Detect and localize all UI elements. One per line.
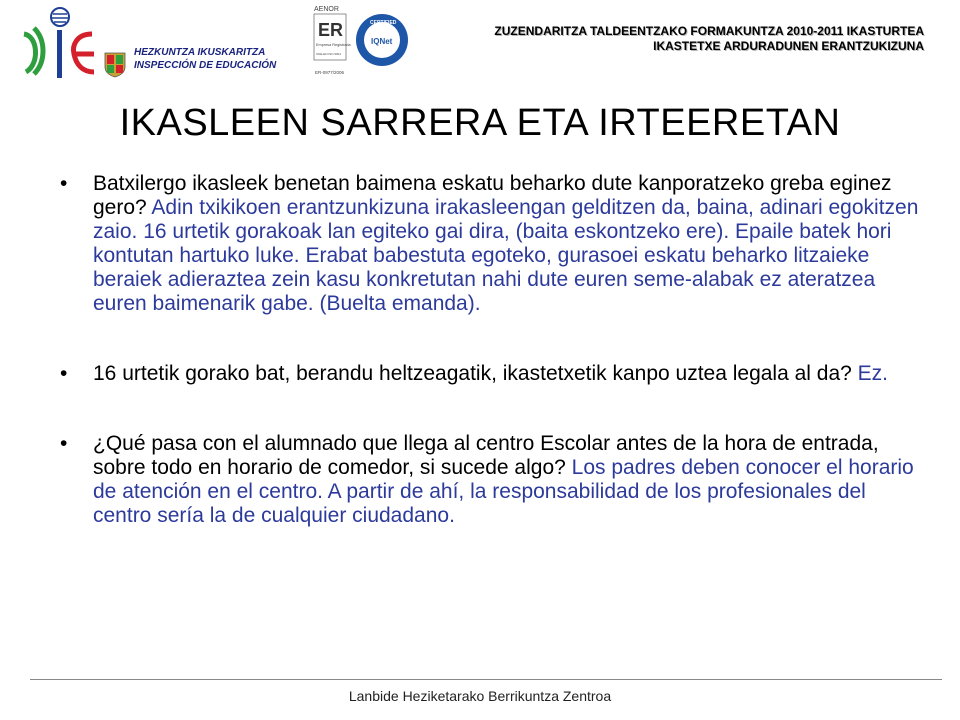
question-text: Batxilergo ikasleek benetan baimena eskatu beharko dute kanporatzeko greba eginez gero?: [93, 172, 892, 219]
question-text: ¿Qué pasa con el alumnado que llega al centro Escolar antes de la hora de entrada, sobre todo en horario de comedor, si sucede algo?: [93, 432, 879, 479]
bullet-item: [60, 362, 920, 386]
bullet-icon: •: [60, 362, 68, 385]
dept-line-basque: HEZKUNTZA IKUSKARITZA: [134, 47, 266, 58]
answer-text: Los padres deben conocer el horario de atención en el centro. A partir de ahí, la responsabilidad de los profesionales del centro sería la de cualquier ciudadano.: [93, 456, 914, 527]
question-text: 16 urtetik gorako bat, berandu heltzeagatik, ikastetxetik kanpo uztea legala al da?: [93, 362, 858, 385]
course-line-2: IKASTETXE ARDURADUNEN ERANTZUKIZUNA: [653, 39, 924, 53]
iso-label: UNE-EN ISO 9001: [316, 52, 342, 56]
course-line-1: ZUZENDARITZA TALDEENTZAKO FORMAKUNTZA 2010-2011 IKASTURTEA: [494, 24, 924, 38]
footer-divider: [30, 679, 942, 680]
basque-coat-of-arms-icon: [104, 52, 126, 78]
answer-text: Adin txikikoen erantzunkizuna irakasleengan gelditzen da, baina, adinari egokitzen zaio. 16 urtetik gorakoak lan egiteko gai dira, (baita eskontzeko ere). Epaile batek hori kontutan hartuko luke. Erabat babestuta egoteko, gurasoei eskatu beharko litzaieke beraiek adieraztea zein kasu konkretutan nahi dute euren seme-alabak ez ateratzea euren baimenarik gabe. (Buelta emanda).: [93, 196, 919, 315]
bullet-item: [60, 432, 920, 528]
course-heading: [494, 24, 924, 54]
certification-logos: [310, 2, 410, 78]
bullet-icon: •: [60, 432, 68, 455]
er-mark: ER: [318, 20, 344, 40]
certified-label: CERTIFIED: [370, 20, 397, 26]
empresa-registrada-label: Empresa Registrada: [316, 43, 351, 47]
bullet-list: [60, 172, 920, 574]
slide-title: IKASLEEN SARRERA ETA IRTEERETAN: [119, 102, 841, 144]
footer-text: Lanbide Heziketarako Berrikuntza Zentroa: [348, 688, 612, 704]
answer-text: Ez.: [857, 362, 889, 385]
department-name: [134, 46, 276, 72]
iqnet-label: IQNet: [371, 37, 393, 46]
bullet-item: [60, 172, 920, 316]
dept-line-spanish: INSPECCIÓN DE EDUCACIÓN: [134, 60, 277, 71]
registration-number: ER-0977/2006: [315, 70, 345, 75]
slide-header: [0, 0, 960, 90]
bullet-icon: •: [60, 172, 68, 195]
ie-logo: [20, 6, 100, 82]
aenor-label: AENOR: [314, 6, 339, 13]
